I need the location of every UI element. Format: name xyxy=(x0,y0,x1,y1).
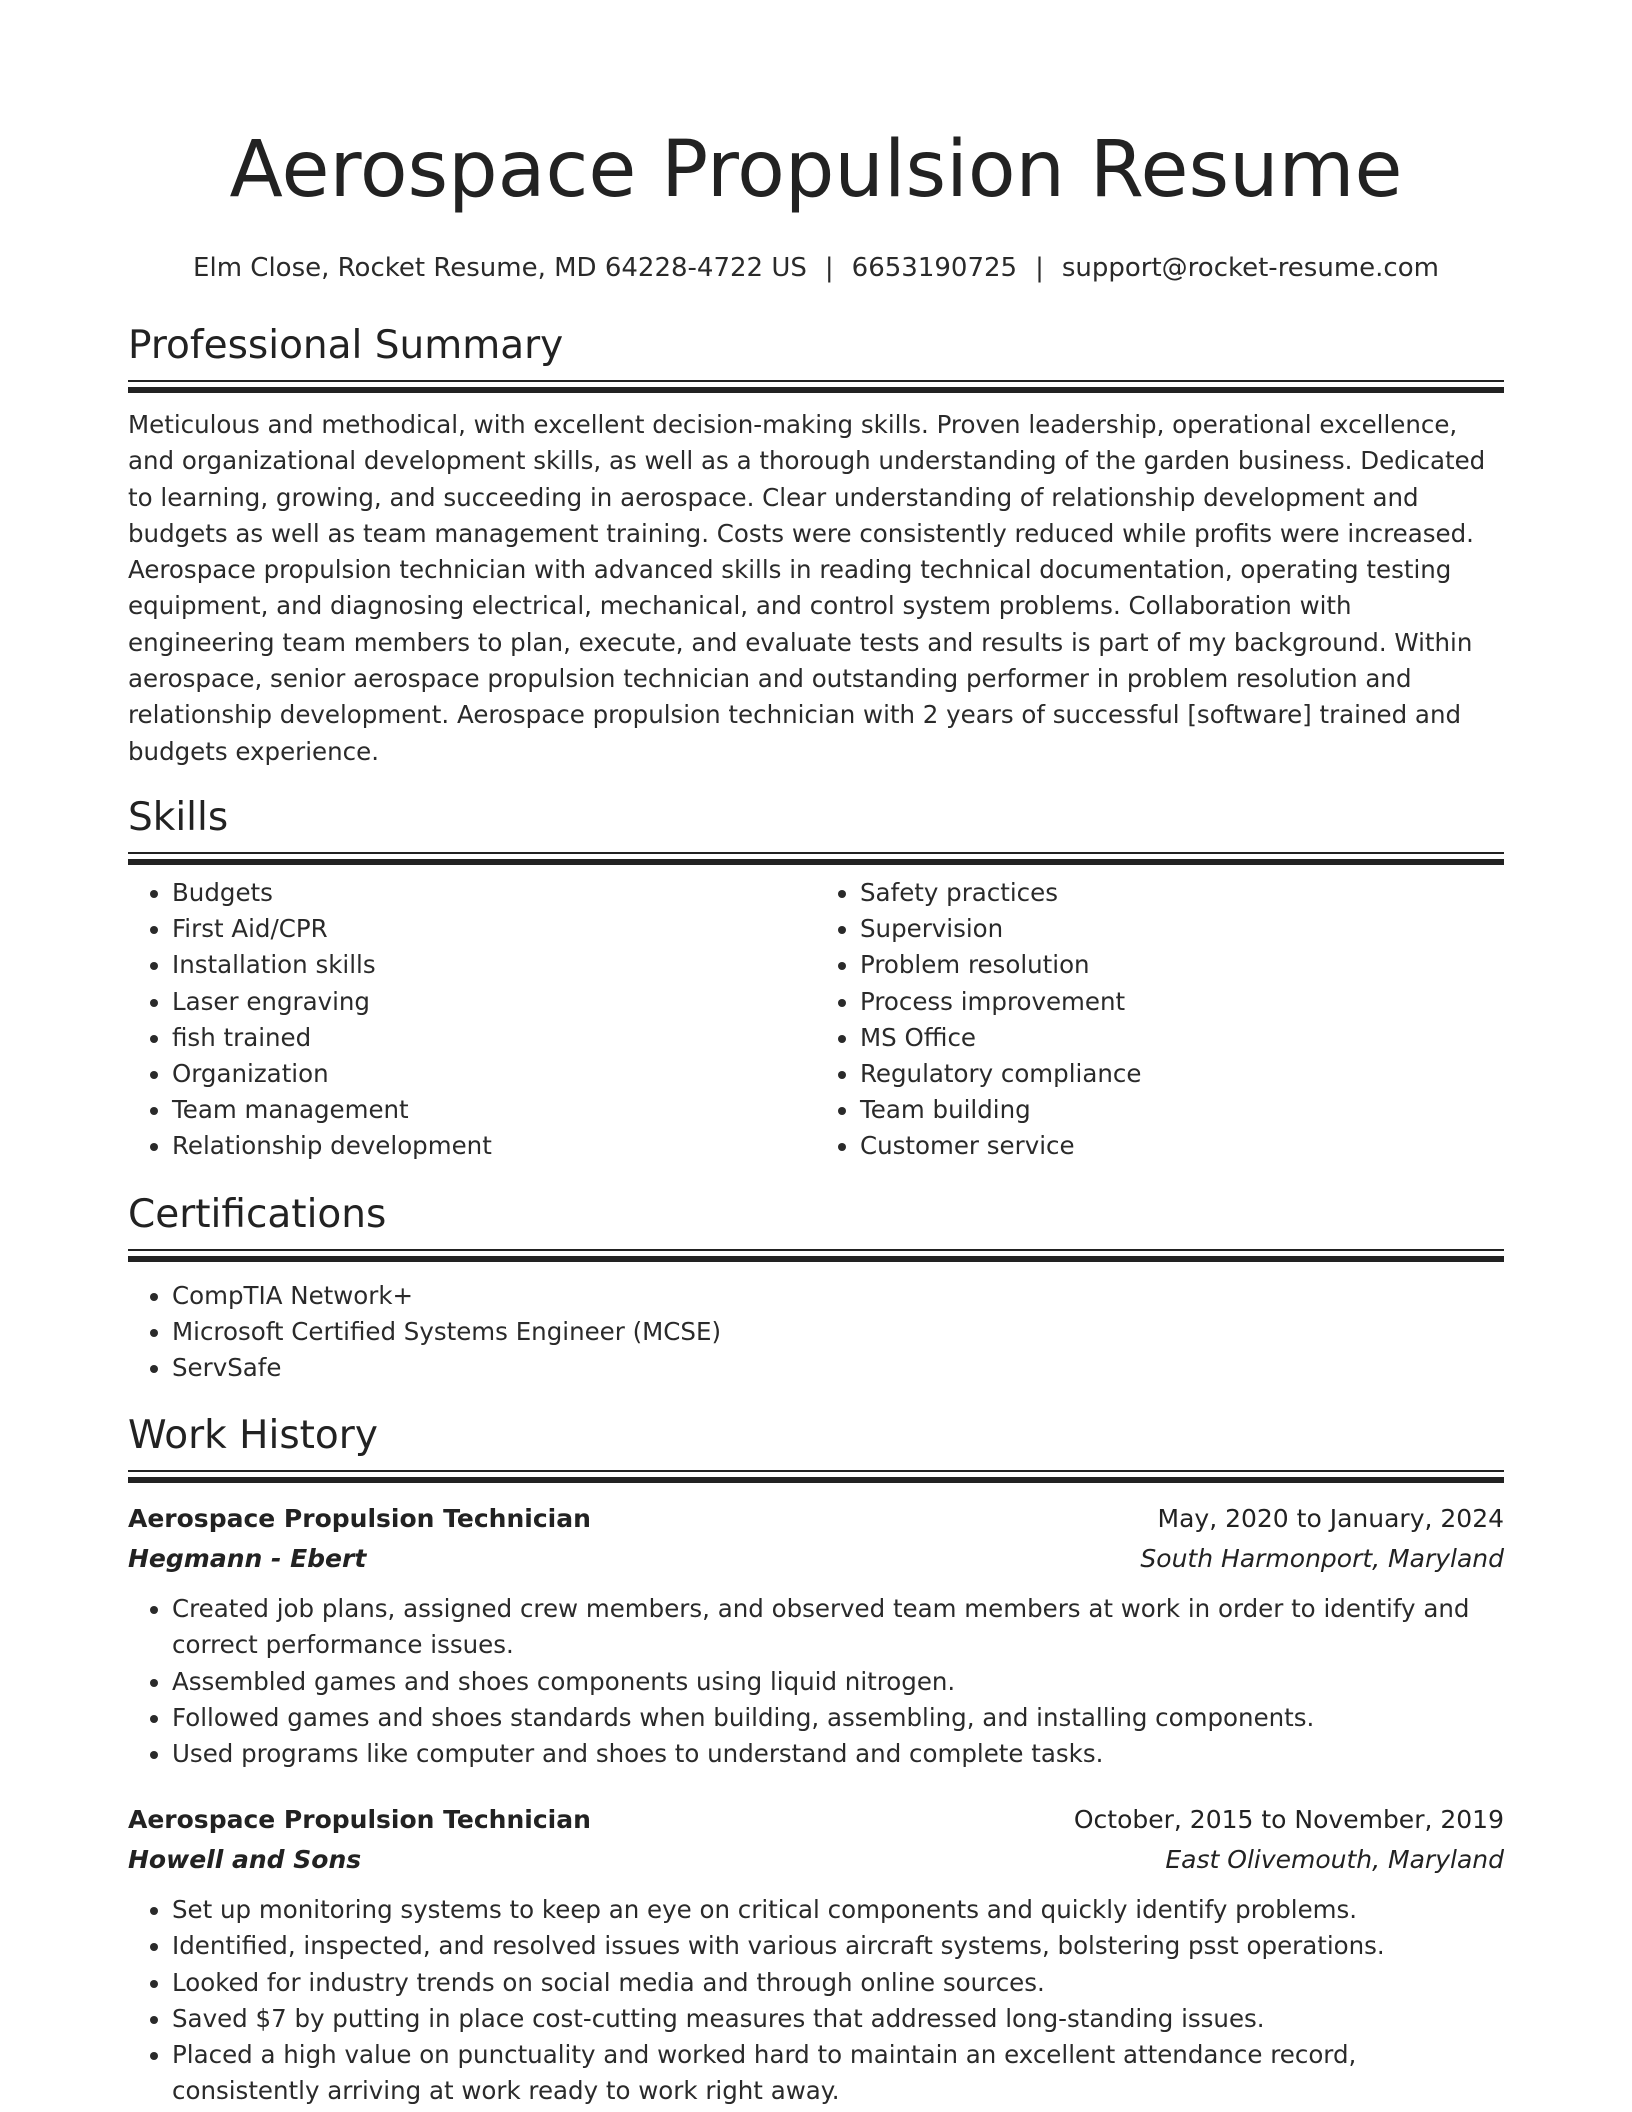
skills-section xyxy=(128,792,1504,1165)
skill-item: • Regulatory compliance xyxy=(860,1056,1504,1092)
job-subheader-row xyxy=(128,1539,1504,1579)
job-title: Aerospace Propulsion Technician xyxy=(128,1504,591,1534)
job-entry xyxy=(128,1499,1504,1772)
section-heading: Skills xyxy=(128,794,229,840)
skills-list-right xyxy=(816,875,1504,1165)
section-heading: Certifications xyxy=(128,1191,387,1237)
summary-text: Meticulous and methodical, with excellent decision-making skills. Proven leadership, operational excellence, and organizational development skills, as well as a thorough understanding of the garden business. Dedicated to learning, growing, and succeeding in aerospace. Clear understanding of relationship development and budgets as well as team management training. Costs were consistently reduced while profits were increased. Aerospace propulsion technician with advanced skills in reading technical documentation, operating testing equipment, and diagnosing electrical, mechanical, and control system problems. Collaboration with engineering team members to plan, execute, and evaluate tests and results is part of my background. Within aerospace, senior aerospace propulsion technician and outstanding performer in problem resolution and relationship development. Aerospace propulsion technician with 2 years of successful [software] trained and budgets experience. xyxy=(128,410,1486,766)
contact-address: Elm Close, Rocket Resume, MD 64228-4722 US xyxy=(193,253,807,283)
certification-item: • ServSafe xyxy=(172,1350,1504,1386)
job-bullet: • Set up monitoring systems to keep an eye on critical components and quickly identify problems. xyxy=(172,1892,1504,1928)
job-company: Howell and Sons xyxy=(128,1845,362,1875)
job-bullet: • Assembled games and shoes components using liquid nitrogen. xyxy=(172,1664,1504,1700)
skill-item: • Customer service xyxy=(860,1128,1504,1164)
skills-list-left xyxy=(128,875,816,1165)
section-divider xyxy=(128,380,1504,393)
job-bullet: • Saved $7 by putting in place cost-cutting measures that addressed long-standing issues. xyxy=(172,2001,1504,2037)
job-bullets xyxy=(128,1591,1504,1772)
work-history-section xyxy=(128,1410,1504,2109)
job-bullet: • Looked for industry trends on social media and through online sources. xyxy=(172,1965,1504,2001)
skill-item: • Relationship development xyxy=(172,1128,816,1164)
job-location: East Olivemouth, Maryland xyxy=(1165,1845,1504,1875)
skills-columns xyxy=(128,875,1504,1165)
job-bullet: • Created job plans, assigned crew members, and observed team members at work in order to identify and correct performance issues. xyxy=(172,1591,1504,1663)
job-header-row xyxy=(128,1499,1504,1539)
skill-item: • Budgets xyxy=(172,875,816,911)
section-divider xyxy=(128,852,1504,865)
job-bullet: • Followed games and shoes standards when building, assembling, and installing components. xyxy=(172,1700,1504,1736)
job-company: Hegmann - Ebert xyxy=(128,1544,367,1574)
skill-item: • MS Office xyxy=(860,1020,1504,1056)
skill-item: • First Aid/CPR xyxy=(172,911,816,947)
certifications-list xyxy=(128,1278,1504,1387)
job-title: Aerospace Propulsion Technician xyxy=(128,1805,591,1835)
job-dates: October, 2015 to November, 2019 xyxy=(1073,1805,1504,1835)
skill-item: • Installation skills xyxy=(172,947,816,983)
section-divider xyxy=(128,1249,1504,1262)
skill-item: • Safety practices xyxy=(860,875,1504,911)
job-subheader-row xyxy=(128,1840,1504,1880)
certification-item: • Microsoft Certified Systems Engineer (MCSE) xyxy=(172,1314,1504,1350)
skill-item: • Laser engraving xyxy=(172,984,816,1020)
page-title: Aerospace Propulsion Resume xyxy=(229,125,1403,215)
job-dates: May, 2020 to January, 2024 xyxy=(1157,1504,1504,1534)
job-header-row xyxy=(128,1800,1504,1840)
skill-item: • Problem resolution xyxy=(860,947,1504,983)
job-bullet: • Used programs like computer and shoes to understand and complete tasks. xyxy=(172,1736,1504,1772)
skill-item: • fish trained xyxy=(172,1020,816,1056)
summary-section xyxy=(128,320,1504,770)
skill-item: • Organization xyxy=(172,1056,816,1092)
skill-item: • Team management xyxy=(172,1092,816,1128)
job-bullets xyxy=(128,1892,1504,2109)
certifications-section xyxy=(128,1189,1504,1387)
skill-item: • Team building xyxy=(860,1092,1504,1128)
job-bullet: • Identified, inspected, and resolved issues with various aircraft systems, bolstering psst operations. xyxy=(172,1928,1504,1964)
contact-separator: | xyxy=(1035,253,1044,283)
job-bullet: • Placed a high value on punctuality and worked hard to maintain an excellent attendance record, consistently arriving at work ready to work right away. xyxy=(172,2037,1504,2109)
contact-line xyxy=(128,250,1504,286)
section-heading: Work History xyxy=(128,1413,378,1459)
section-divider xyxy=(128,1470,1504,1483)
skill-item: • Supervision xyxy=(860,911,1504,947)
contact-phone: 6653190725 xyxy=(851,253,1018,283)
contact-email: support@rocket-resume.com xyxy=(1061,253,1439,283)
job-entry xyxy=(128,1800,1504,2109)
section-heading: Professional Summary xyxy=(128,323,564,368)
job-location: South Harmonport, Maryland xyxy=(1140,1544,1504,1574)
skill-item: • Process improvement xyxy=(860,984,1504,1020)
contact-separator: | xyxy=(824,253,834,283)
certification-item: • CompTIA Network+ xyxy=(172,1278,1504,1314)
